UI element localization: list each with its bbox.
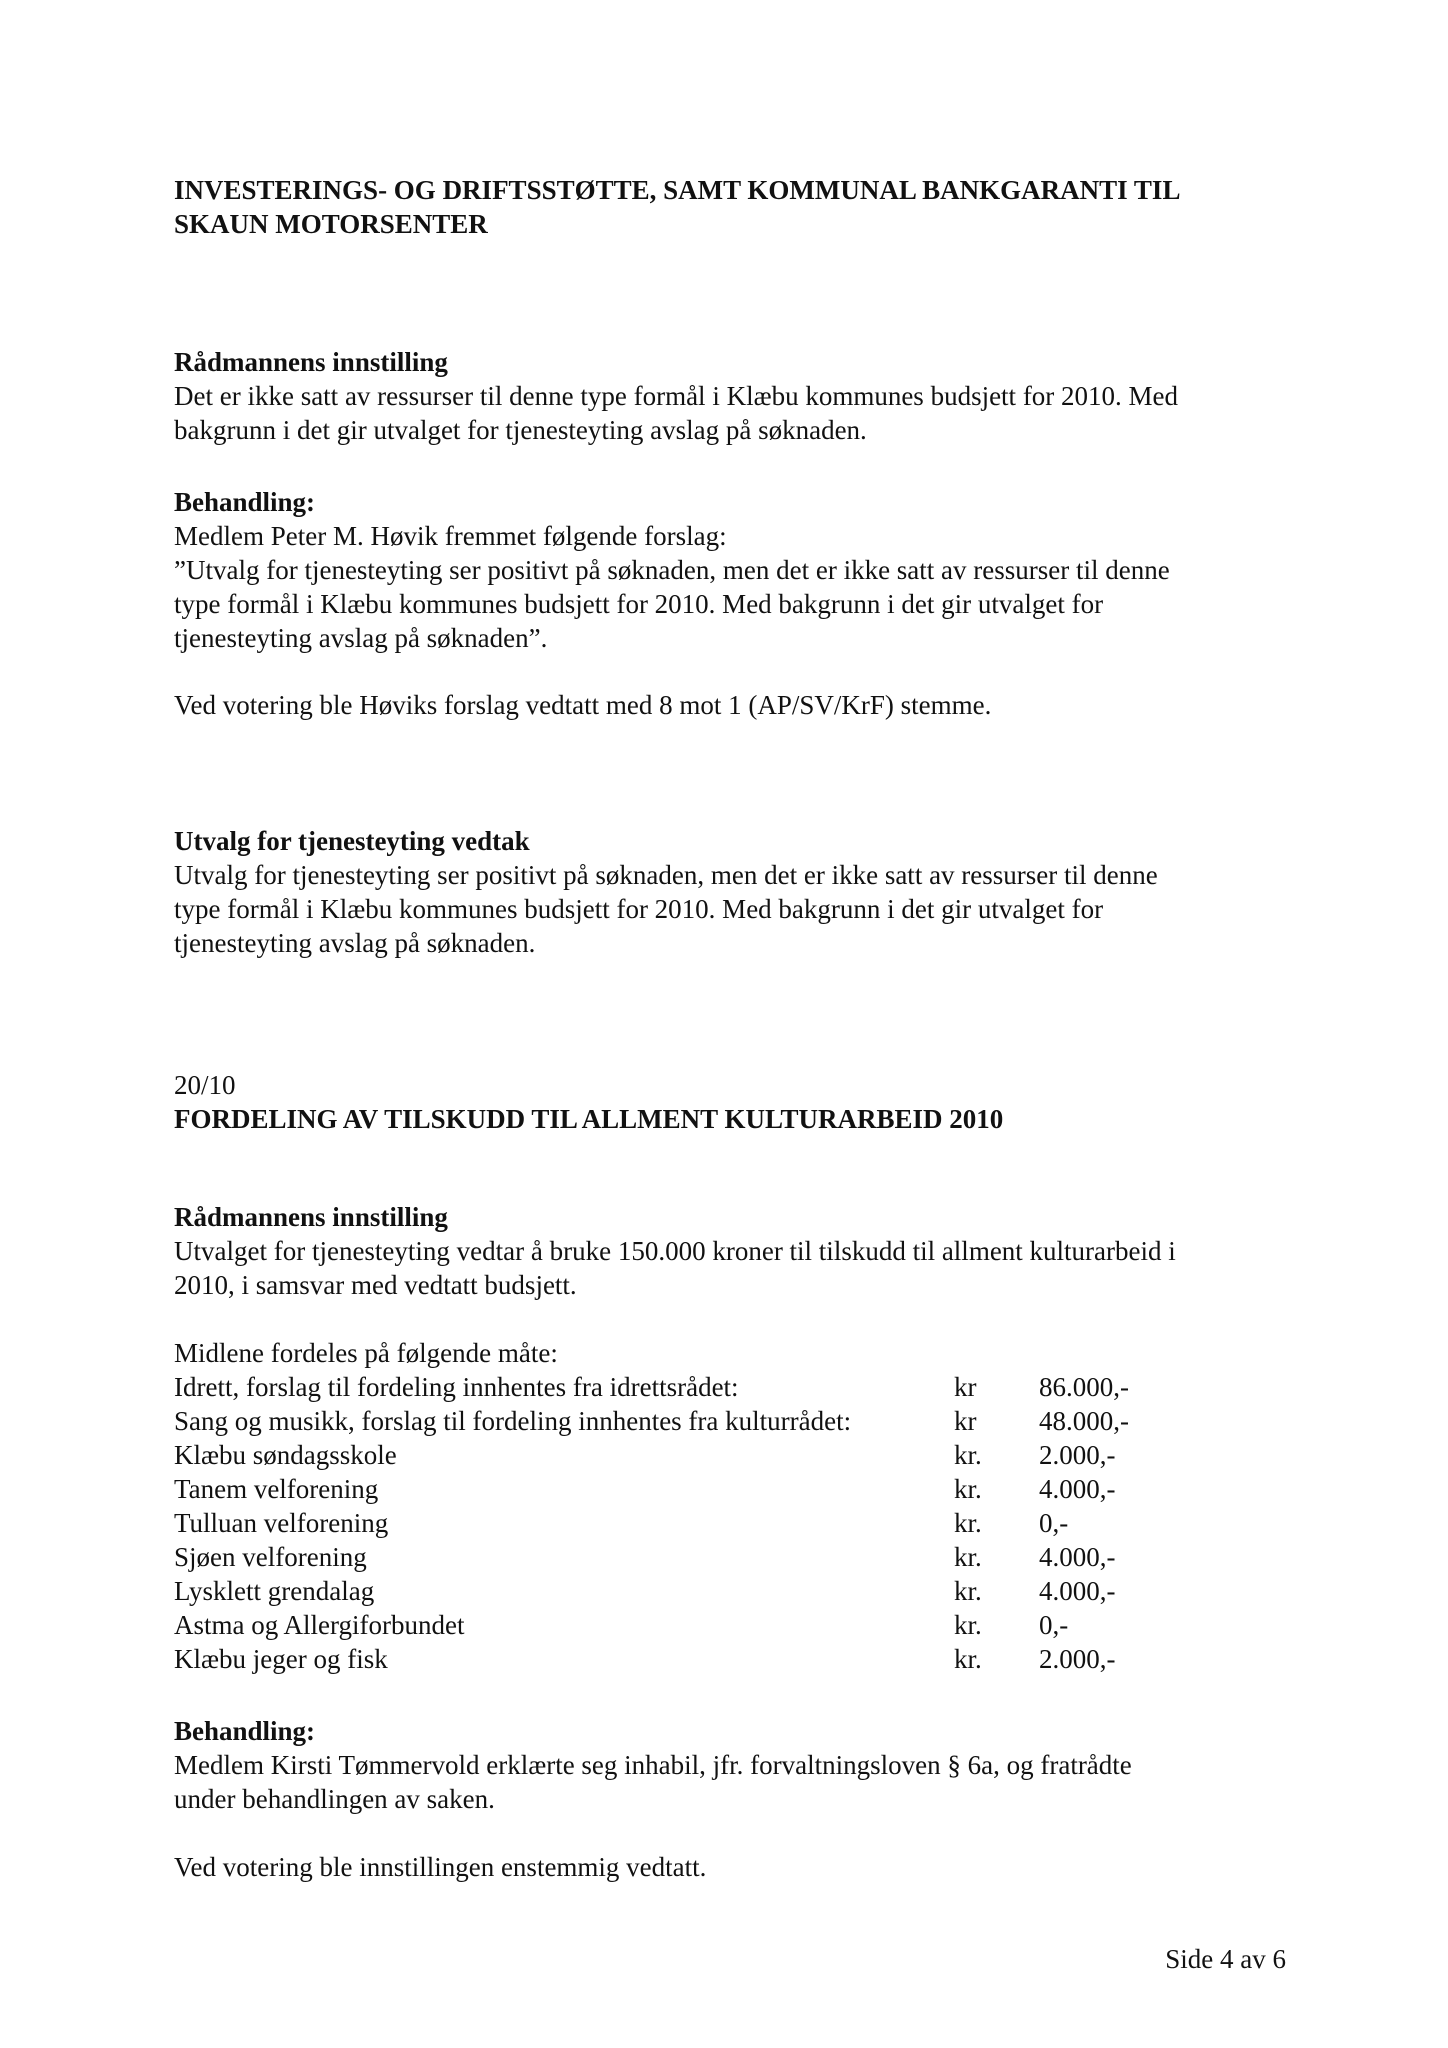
paragraph-line: 2010, i samsvar med vedtatt budsjett. xyxy=(174,1270,577,1300)
distribution-row xyxy=(174,1472,1284,1506)
recipient-name: Tanem velforening xyxy=(174,1474,379,1504)
section2-vote xyxy=(174,1850,1284,1884)
recommendation-heading: Rådmannens innstilling xyxy=(174,1202,448,1232)
paragraph-line: type formål i Klæbu kommunes budsjett for 2010. Med bakgrunn i det gir utvalget for xyxy=(174,589,1104,619)
currency-label: kr. xyxy=(954,1610,982,1640)
distribution-row xyxy=(174,1540,1284,1574)
recipient-name: Klæbu søndagsskole xyxy=(174,1440,397,1470)
recipient-name: Klæbu jeger og fisk xyxy=(174,1644,388,1674)
distribution-row xyxy=(174,1608,1284,1642)
recommendation-heading: Rådmannens innstilling xyxy=(174,347,448,377)
paragraph-line: Utvalg for tjenesteyting ser positivt på søknaden, men det er ikke satt av ressurser til denne xyxy=(174,860,1158,890)
vote-text: Ved votering ble innstillingen enstemmig vedtatt. xyxy=(174,1852,707,1882)
section1-treatment xyxy=(174,485,1284,655)
recipient-name: Sjøen velforening xyxy=(174,1542,367,1572)
case-number xyxy=(174,1068,1284,1102)
section1-title-line: INVESTERINGS- OG DRIFTSSTØTTE, SAMT KOMMUNAL BANKGARANTI TIL xyxy=(174,175,1181,205)
treatment-heading: Behandling: xyxy=(174,487,316,517)
section2-treatment xyxy=(174,1714,1284,1816)
distribution-row xyxy=(174,1370,1284,1404)
amount-value: 86.000,- xyxy=(1039,1372,1129,1402)
section1-recommendation xyxy=(174,345,1284,447)
recipient-name: Idrett, forslag til fordeling innhentes fra idrettsrådet: xyxy=(174,1372,739,1402)
section2-title-text: FORDELING AV TILSKUDD TIL ALLMENT KULTURARBEID 2010 xyxy=(174,1104,1004,1134)
section1-title-line: SKAUN MOTORSENTER xyxy=(174,209,488,239)
paragraph-line: Medlem Kirsti Tømmervold erklærte seg inhabil, jfr. forvaltningsloven § 6a, og fratrådte xyxy=(174,1750,1132,1780)
page-number: Side 4 av 6 xyxy=(1165,1944,1286,1974)
distribution-list xyxy=(174,1336,1284,1676)
section2-recommendation xyxy=(174,1200,1284,1302)
paragraph-line: Utvalget for tjenesteyting vedtar å bruke 150.000 kroner til tilskudd til allment kulturarbeid i xyxy=(174,1236,1176,1266)
amount-value: 2.000,- xyxy=(1039,1440,1116,1470)
currency-label: kr xyxy=(954,1372,977,1402)
currency-label: kr. xyxy=(954,1542,982,1572)
paragraph-line: tjenesteyting avslag på søknaden”. xyxy=(174,623,548,653)
amount-value: 0,- xyxy=(1039,1610,1069,1640)
paragraph-line: bakgrunn i det gir utvalget for tjenesteyting avslag på søknaden. xyxy=(174,415,867,445)
paragraph-line: ”Utvalg for tjenesteyting ser positivt på søknaden, men det er ikke satt av ressurser til denne xyxy=(174,555,1170,585)
recipient-name: Lysklett grendalag xyxy=(174,1576,375,1606)
treatment-heading: Behandling: xyxy=(174,1716,316,1746)
paragraph-line: Det er ikke satt av ressurser til denne type formål i Klæbu kommunes budsjett for 2010. Med xyxy=(174,381,1179,411)
recipient-name: Astma og Allergiforbundet xyxy=(174,1610,465,1640)
currency-label: kr. xyxy=(954,1644,982,1674)
amount-value: 2.000,- xyxy=(1039,1644,1116,1674)
section1-title xyxy=(174,173,1284,241)
distribution-intro: Midlene fordeles på følgende måte: xyxy=(174,1338,558,1368)
amount-value: 4.000,- xyxy=(1039,1542,1116,1572)
paragraph-line: tjenesteyting avslag på søknaden. xyxy=(174,928,536,958)
paragraph-line: Medlem Peter M. Høvik fremmet følgende forslag: xyxy=(174,521,727,551)
distribution-row xyxy=(174,1506,1284,1540)
section1-decision xyxy=(174,824,1284,960)
section1-vote xyxy=(174,688,1284,722)
currency-label: kr. xyxy=(954,1440,982,1470)
decision-heading: Utvalg for tjenesteyting vedtak xyxy=(174,826,530,856)
recipient-name: Sang og musikk, forslag til fordeling innhentes fra kulturrådet: xyxy=(174,1406,852,1436)
distribution-row xyxy=(174,1574,1284,1608)
distribution-row xyxy=(174,1404,1284,1438)
amount-value: 4.000,- xyxy=(1039,1576,1116,1606)
section2-title xyxy=(174,1102,1284,1136)
paragraph-line: type formål i Klæbu kommunes budsjett for 2010. Med bakgrunn i det gir utvalget for xyxy=(174,894,1104,924)
amount-value: 4.000,- xyxy=(1039,1474,1116,1504)
amount-value: 0,- xyxy=(1039,1508,1069,1538)
paragraph-line: under behandlingen av saken. xyxy=(174,1784,495,1814)
currency-label: kr. xyxy=(954,1576,982,1606)
distribution-row xyxy=(174,1642,1284,1676)
currency-label: kr. xyxy=(954,1474,982,1504)
distribution-row xyxy=(174,1438,1284,1472)
currency-label: kr. xyxy=(954,1508,982,1538)
case-number-text: 20/10 xyxy=(174,1070,236,1100)
amount-value: 48.000,- xyxy=(1039,1406,1129,1436)
vote-text: Ved votering ble Høviks forslag vedtatt med 8 mot 1 (AP/SV/KrF) stemme. xyxy=(174,690,992,720)
currency-label: kr xyxy=(954,1406,977,1436)
recipient-name: Tulluan velforening xyxy=(174,1508,389,1538)
